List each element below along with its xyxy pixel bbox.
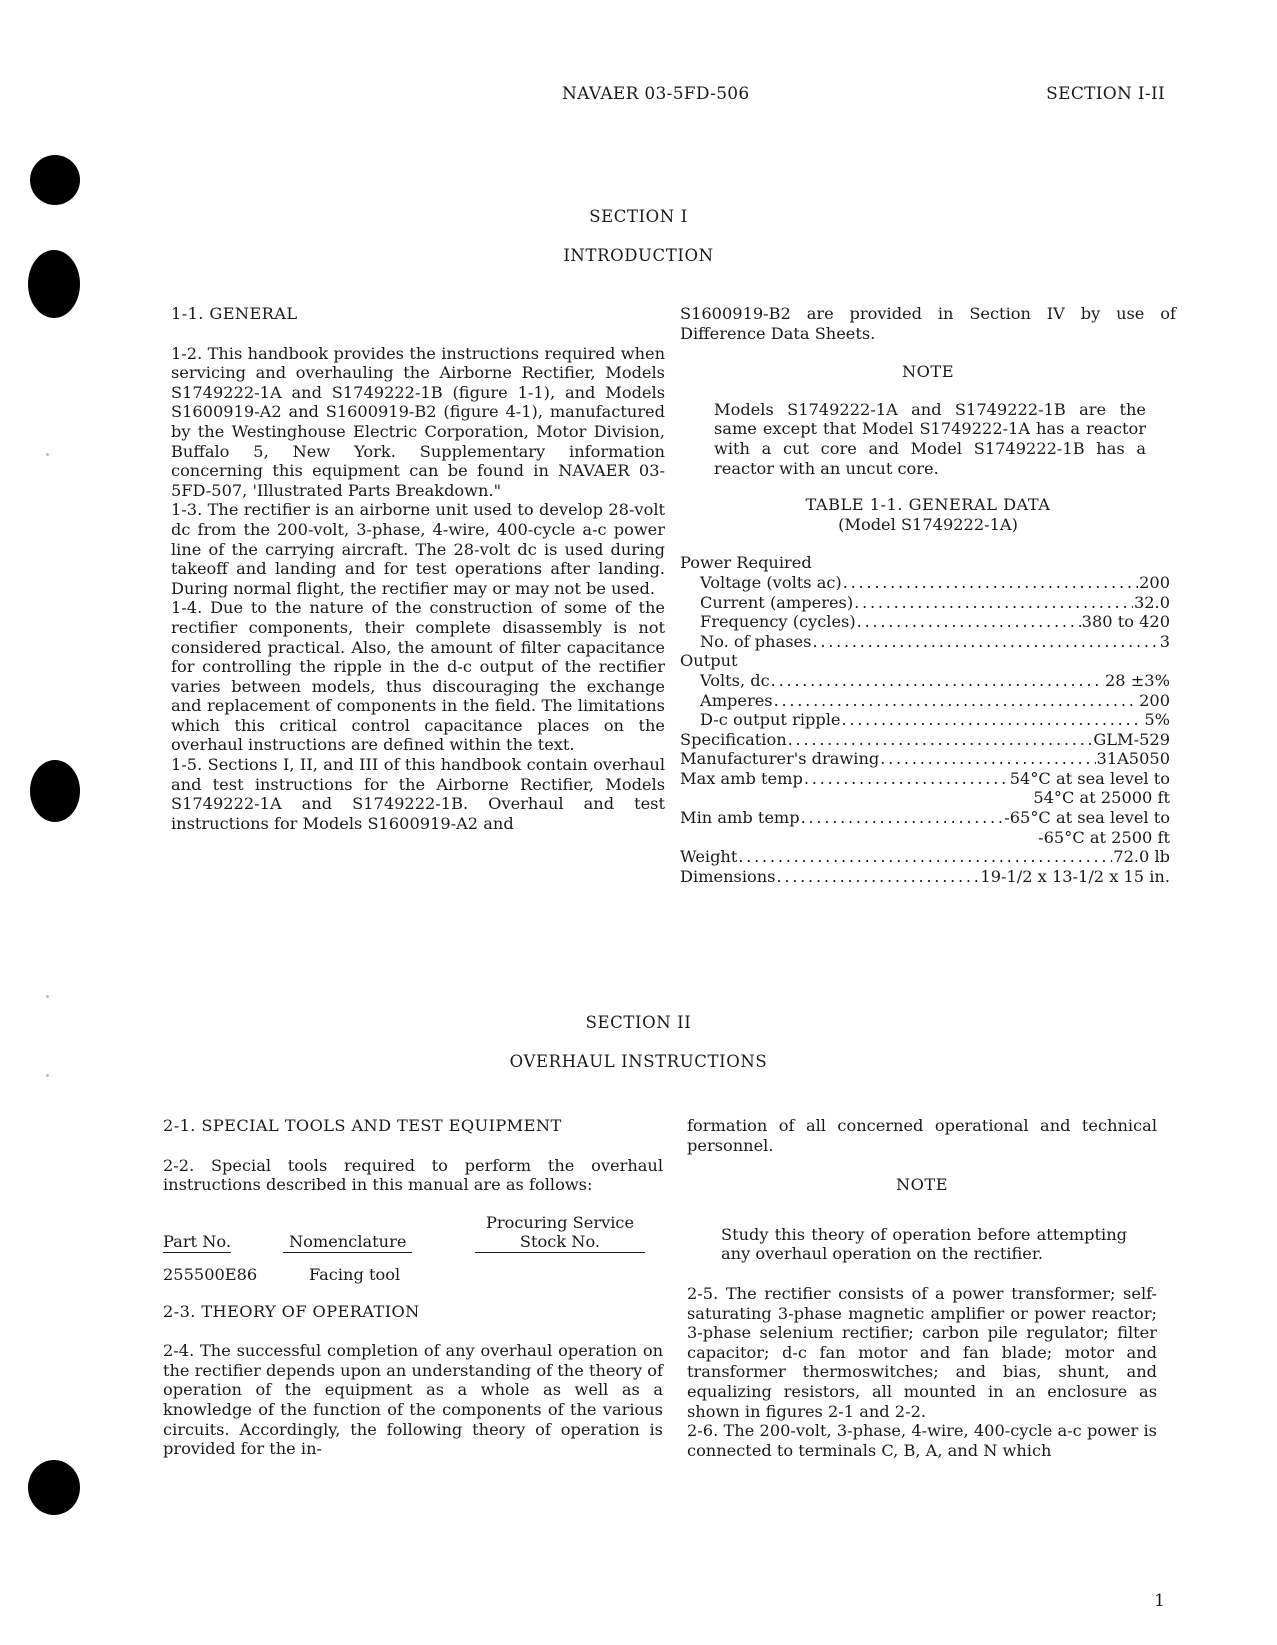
section-2-subtitle: OVERHAUL INSTRUCTIONS — [509, 1052, 768, 1071]
note-body: Models S1749222-1A and S1749222-1B are the same except that Model S1749222-1A has a reactor with a cut core and Model S1749222-1B has a reactor with an uncut core. — [714, 399, 1146, 478]
stock-number-cell — [463, 1253, 657, 1285]
table-row: Dimensions . . . 19-1/2 x 13-1/2 x 15 in. — [680, 867, 1170, 887]
table-row: D-c output ripple . . . 5% — [680, 710, 1170, 730]
table-row — [163, 1253, 657, 1285]
table-group-label: Power Required — [680, 553, 812, 573]
heading-general: 1-1. GENERAL — [171, 304, 298, 323]
table-group-label: Output — [680, 651, 738, 671]
paragraph-2-6: 2-6. The 200-volt, 3-phase, 4-wire, 400-cycle a-c power is connected to terminals C, B, A, and N which — [687, 1421, 1157, 1460]
binder-hole-bottom — [28, 1460, 80, 1515]
paragraph-2-4: 2-4. The successful completion of any overhaul operation on the rectifier depends upon an understanding of the theory of operation of the equipment as a whole as well as a knowledge of the function of the components of the various circuits. Accordingly, the following theory of operation is provided for the in- — [163, 1341, 663, 1459]
table-row: Max amb temp . . . 54°C at sea level to — [680, 769, 1170, 789]
table-row: Weight . . . 72.0 lb — [680, 847, 1170, 867]
section-2-title: SECTION II — [585, 1013, 692, 1032]
note-title: NOTE — [901, 362, 955, 382]
document-number: NAVAER 03-5FD-506 — [562, 84, 750, 104]
paragraph-1-3: 1-3. The rectifier is an airborne unit used to develop 28-volt dc from the 200-volt, 3-phase, 4-wire, 400-cycle a-c power line of the carrying aircraft. The 28-volt dc is used during takeoff and landing and for test operations after landing. During normal flight, the rectifier may or may not be used. — [171, 500, 665, 598]
margin-mark — [46, 453, 49, 456]
page-number: 1 — [1154, 1591, 1165, 1611]
section-label: SECTION I-II — [1046, 84, 1165, 104]
margin-mark — [46, 1074, 49, 1077]
column-header-part-no: Part No. — [163, 1232, 231, 1252]
table-row-continuation: 54°C at 25000 ft — [1033, 788, 1170, 808]
paragraph-1-5: 1-5. Sections I, II, and III of this handbook contain overhaul and test instructions for the Airborne Rectifier, Models S1749222-1A and S1749222-1B. Overhaul and test instructions for Models S1600919-A2 and — [171, 755, 665, 833]
paragraph-2-4-continued: formation of all concerned operational and technical personnel. — [687, 1116, 1157, 1155]
table-row: Voltage (volts ac) . . . 200 — [680, 573, 1170, 593]
section-1-subtitle: INTRODUCTION — [563, 246, 714, 265]
table-row: Min amb temp . . . -65°C at sea level to — [680, 808, 1170, 828]
binder-hole-lower — [30, 760, 80, 822]
heading-special-tools: 2-1. SPECIAL TOOLS AND TEST EQUIPMENT — [163, 1116, 562, 1135]
table-row: Frequency (cycles) . . . 380 to 420 — [680, 612, 1170, 632]
note-title: NOTE — [895, 1175, 949, 1195]
part-number-cell: 255500E86 — [163, 1264, 258, 1284]
section-1-title: SECTION I — [589, 207, 688, 226]
table-subtitle: (Model S1749222-1A) — [838, 514, 1018, 534]
column-header-nomenclature: Nomenclature — [283, 1213, 463, 1253]
column-header-stock-no: Procuring Service Stock No. — [463, 1213, 657, 1253]
table-row: No. of phases . . . 3 — [680, 632, 1170, 652]
special-tools-table — [163, 1213, 657, 1285]
margin-mark — [46, 995, 49, 998]
paragraph-2-2: 2-2. Special tools required to perform the overhaul instructions described in this manual are as follows: — [163, 1155, 663, 1195]
paragraph-2-5: 2-5. The rectifier consists of a power transformer; self-saturating 3-phase magnetic amplifier or power reactor; 3-phase selenium rectifier; carbon pile regulator; filter capacitor; d-c fan motor and fan blade; motor and transformer thermoswitches; and bias, shunt, and equalizing resistors, all mounted in an enclosure as shown in figures 2-1 and 2-2. — [687, 1283, 1157, 1421]
table-row: Volts, dc . . . 28 ±3% — [680, 671, 1170, 691]
section-1-left-column — [171, 304, 665, 833]
section-1-right-column — [680, 304, 1176, 886]
section-2-right-column — [687, 1116, 1157, 1460]
paragraph-1-4: 1-4. Due to the nature of the construction of some of the rectifier components, their complete disassembly is not considered practical. Also, the amount of filter capacitance for controlling the ripple in the d-c output of the rectifier varies between models, thus discouraging the exchange and replacement of components in the field. The limitations which this critical control capacitance places on the overhaul instructions are defined within the text. — [171, 598, 665, 755]
table-title: TABLE 1-1. GENERAL DATA — [805, 495, 1051, 515]
general-data-table — [680, 553, 1170, 886]
nomenclature-cell: Facing tool — [309, 1264, 401, 1284]
table-row: Specification . . . GLM-529 — [680, 730, 1170, 750]
table-row: Amperes . . . 200 — [680, 691, 1170, 711]
table-row-continuation: -65°C at 2500 ft — [1038, 827, 1170, 847]
heading-theory-of-operation: 2-3. THEORY OF OPERATION — [163, 1301, 420, 1321]
paragraph-1-2: 1-2. This handbook provides the instructions required when servicing and overhauling the Airborne Rectifier, Models S1749222-1A and S1749222-1B (figure 1-1), and Models S1600919-A2 and S1600919-B2 (figure 4-1), manufactured by the Westinghouse Electric Corporation, Motor Division, Buffalo 5, New York. Supplementary information concerning this equipment can be found in NAVAER 03-5FD-507, 'Illustrated Parts Breakdown." — [171, 343, 665, 500]
table-row: Manufacturer's drawing . . . 31A5050 — [680, 749, 1170, 769]
note-body: Study this theory of operation before attempting any overhaul operation on the rectifier. — [721, 1224, 1127, 1264]
paragraph-1-5-continued: S1600919-B2 are provided in Section IV by use of Difference Data Sheets. — [680, 304, 1176, 343]
table-row: Current (amperes) . . . 32.0 — [680, 593, 1170, 613]
binder-hole-top — [30, 155, 80, 205]
section-2-left-column — [163, 1116, 663, 1459]
